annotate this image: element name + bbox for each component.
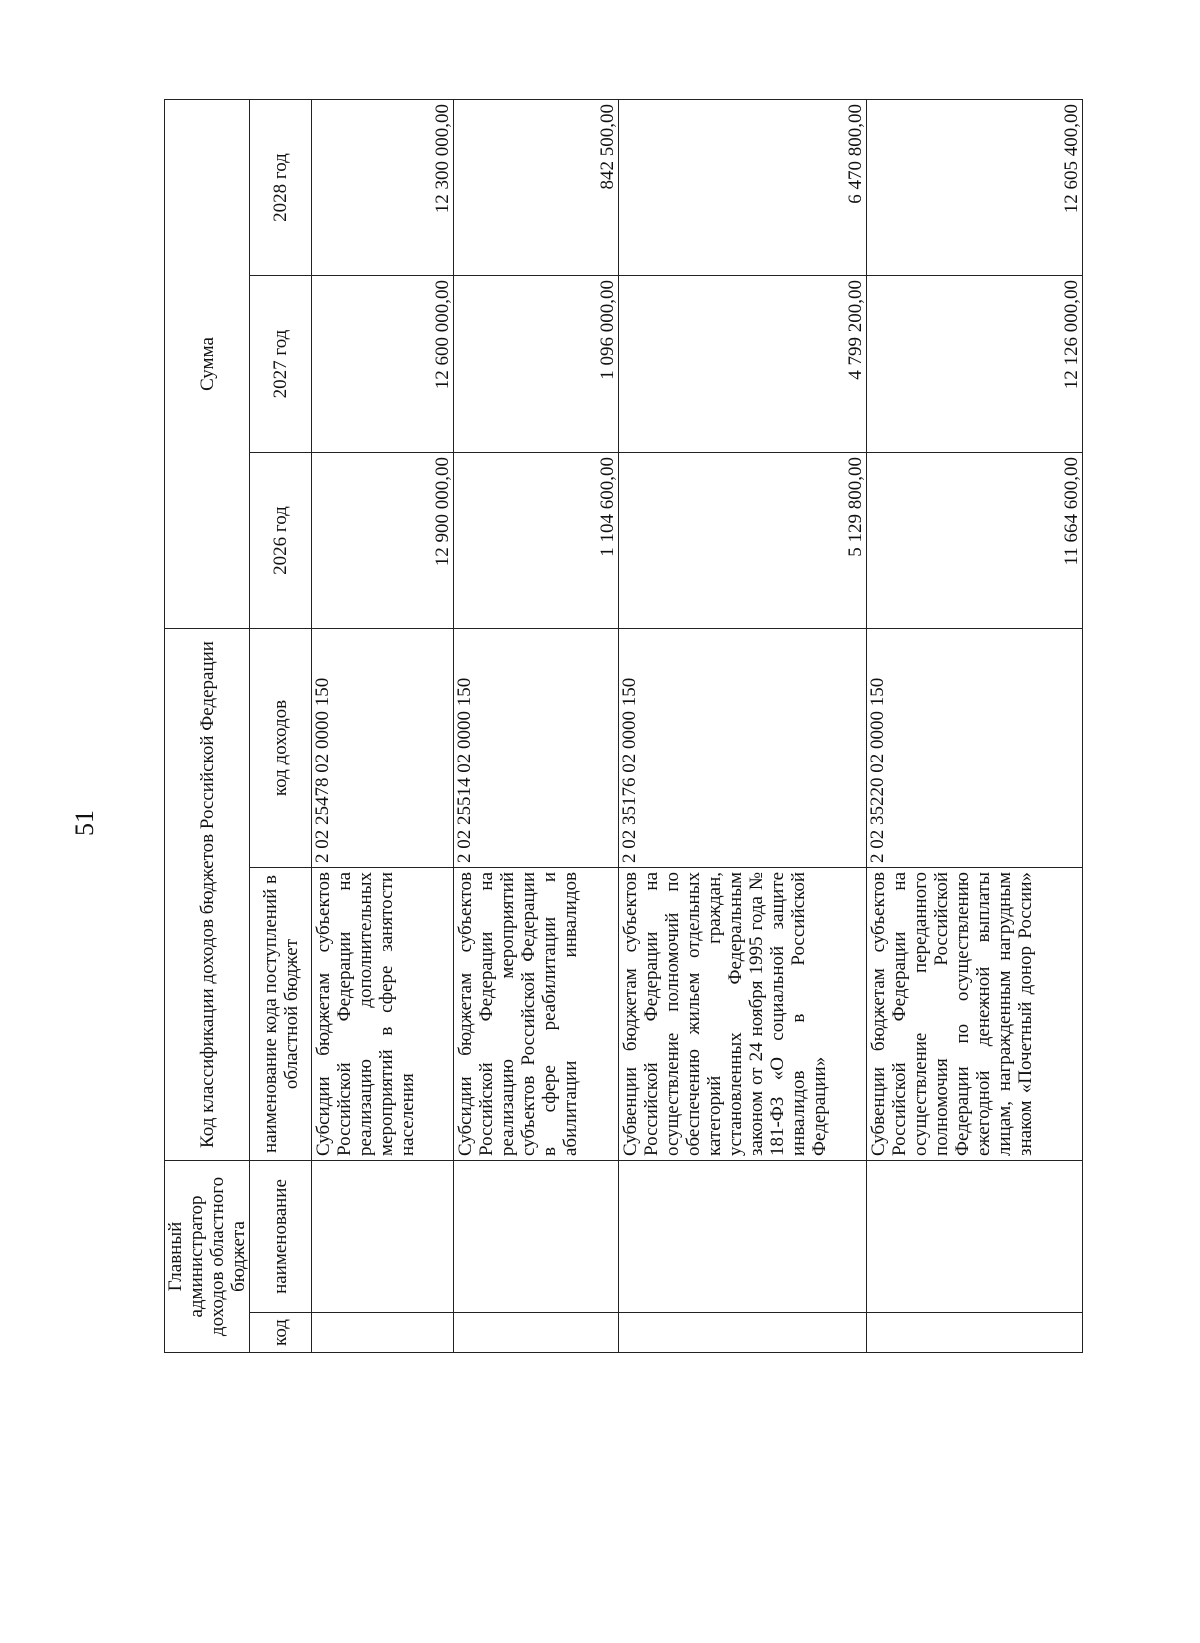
admin-code-cell [312,1313,454,1353]
header-classification-group: Код классификации доходов бюджетов Российской Федерации [165,629,250,1161]
admin-code-cell [619,1313,867,1353]
table-row [454,100,619,1353]
header-row-1 [165,100,250,1353]
amount-2028-cell: 12 605 400,00 [867,100,1083,276]
header-sum-group: Сумма [165,100,250,629]
income-code-cell: 2 02 25478 02 0000 150 [312,629,454,868]
header-income-code: код доходов [250,629,312,868]
income-table [164,99,1083,1353]
description-cell: Субсидии бюджетам субъектов Российской Федерации на реализацию дополнительных мероприятий в сфере занятости населения [312,868,454,1161]
amount-2028-cell: 12 300 000,00 [312,100,454,276]
admin-code-cell [867,1313,1083,1353]
admin-name-cell [312,1161,454,1313]
amount-2028-cell: 6 470 800,00 [619,100,867,276]
amount-2027-cell: 1 096 000,00 [454,276,619,453]
amount-2027-cell: 12 600 000,00 [312,276,454,453]
income-code-cell: 2 02 25514 02 0000 150 [454,629,619,868]
description-cell: Субсидии бюджетам субъектов Российской Федерации на реализацию мероприятий субъектов Российской Федерации в сфере реабилитации и абилитации инвалидов [454,868,619,1161]
description-cell: Субвенции бюджетам субъектов Российской Федерации на осуществление полномочий по обеспечению жильем отдельных категорий граждан, установленных Федеральным законом от 24 ноября 1995 года № 181-ФЗ «О социальной защите инвалидов в Российской Федерации» [619,868,867,1161]
income-code-cell: 2 02 35176 02 0000 150 [619,629,867,868]
header-year-2028: 2028 год [250,100,312,276]
table-row [619,100,867,1353]
header-classification-name: наименование кода поступлений в областной бюджет [250,868,312,1161]
header-admin-code: код [250,1313,312,1353]
amount-2026-cell: 5 129 800,00 [619,453,867,629]
admin-name-cell [867,1161,1083,1313]
header-admin-name: наименование [250,1161,312,1313]
amount-2026-cell: 11 664 600,00 [867,453,1083,629]
header-year-2027: 2027 год [250,276,312,453]
amount-2028-cell: 842 500,00 [454,100,619,276]
admin-name-cell [619,1161,867,1313]
description-cell: Субвенции бюджетам субъектов Российской Федерации на осуществление переданного полномочия Российской Федерации по осуществлению ежегодной денежной выплаты лицам, награжденным нагрудным знаком «Почетный донор России» [867,868,1083,1161]
admin-name-cell [454,1161,619,1313]
income-code-cell: 2 02 35220 02 0000 150 [867,629,1083,868]
header-year-2026: 2026 год [250,453,312,629]
page-number: 51 [70,810,99,836]
amount-2027-cell: 4 799 200,00 [619,276,867,453]
rotated-table-wrapper [164,100,1082,1353]
header-admin-group: Главный администратор доходов областного бюджета [165,1161,250,1353]
admin-code-cell [454,1313,619,1353]
header-row-2 [250,100,312,1353]
amount-2026-cell: 1 104 600,00 [454,453,619,629]
amount-2026-cell: 12 900 000,00 [312,453,454,629]
table-row [867,100,1083,1353]
amount-2027-cell: 12 126 000,00 [867,276,1083,453]
table-row [312,100,454,1353]
